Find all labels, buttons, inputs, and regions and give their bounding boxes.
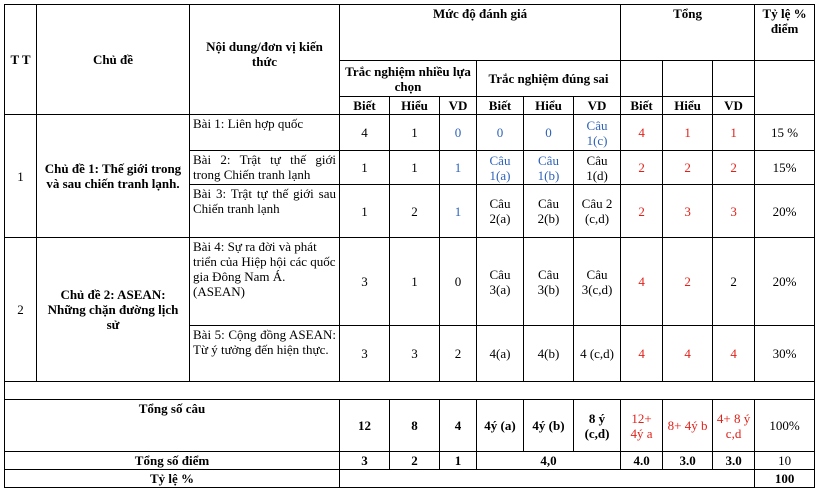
cell-mc-hieu: 1 bbox=[390, 115, 440, 151]
cell-tot-biet: 4 bbox=[621, 115, 663, 151]
cell-tot-vd: 2 bbox=[713, 151, 755, 185]
cell-mc-hieu: 1 bbox=[390, 238, 440, 326]
lesson-content: Bài 4: Sự ra đời và phát triển của Hiệp hội các quốc gia Đông Nam Á. (ASEAN) bbox=[190, 238, 340, 326]
cell-tot-vd: 3.0 bbox=[713, 452, 755, 470]
total-points-row bbox=[5, 452, 815, 470]
cell-mc-vd: 2 bbox=[440, 326, 477, 382]
cell-percent: 100% bbox=[755, 400, 815, 452]
header-tot-vd: VD bbox=[713, 97, 755, 115]
topic-name: Chủ đề 1: Thế giới trong và sau chiến tranh lạnh. bbox=[37, 115, 190, 238]
cell-mc-biet: 1 bbox=[340, 151, 390, 185]
cell-mc-biet: 12 bbox=[340, 400, 390, 452]
cell-tot-vd: 2 bbox=[713, 238, 755, 326]
total-points-label: Tổng số điểm bbox=[5, 452, 340, 470]
cell-tot-vd: 4+ 8 ý c,d bbox=[713, 400, 755, 452]
cell-tot-biet: 4 bbox=[621, 326, 663, 382]
cell-percent: 20% bbox=[755, 238, 815, 326]
cell-tf-biet: Câu 1(a) bbox=[477, 151, 524, 185]
cell-tot-hieu: 2 bbox=[663, 238, 713, 326]
cell-mc-vd: 0 bbox=[440, 115, 477, 151]
header-percent: Tỷ lệ % điểm bbox=[755, 5, 815, 61]
cell-tf-biet: Câu 2(a) bbox=[477, 185, 524, 238]
cell-mc-biet: 4 bbox=[340, 115, 390, 151]
header-tf-hieu: Hiểu bbox=[524, 97, 574, 115]
header-row bbox=[5, 5, 815, 61]
total-questions-row bbox=[5, 400, 815, 452]
cell-percent: 15% bbox=[755, 151, 815, 185]
cell-percent: 15 % bbox=[755, 115, 815, 151]
cell-tf-hieu: 0 bbox=[524, 115, 574, 151]
cell-tot-vd: 3 bbox=[713, 185, 755, 238]
cell-mc-hieu: 8 bbox=[390, 400, 440, 452]
cell-tf-vd: 8 ý (c,d) bbox=[574, 400, 621, 452]
ratio-label: Tỷ lệ % bbox=[5, 470, 340, 488]
topic-tt: 2 bbox=[5, 238, 37, 382]
cell-tf-vd: Câu 1(c) bbox=[574, 115, 621, 151]
header-mc-hieu: Hiểu bbox=[390, 97, 440, 115]
cell-mc-vd: 1 bbox=[440, 452, 477, 470]
cell-mc-vd: 1 bbox=[440, 151, 477, 185]
cell-tf-vd: Câu 1(d) bbox=[574, 151, 621, 185]
cell-tf-hieu: Câu 3(b) bbox=[524, 238, 574, 326]
cell-mc-hieu: 2 bbox=[390, 452, 440, 470]
cell-mc-hieu: 2 bbox=[390, 185, 440, 238]
header-tf-vd: VD bbox=[574, 97, 621, 115]
cell-mc-hieu: 1 bbox=[390, 151, 440, 185]
header-tf-biet: Biết bbox=[477, 97, 524, 115]
cell-mc-biet: 3 bbox=[340, 452, 390, 470]
cell-mc-biet: 3 bbox=[340, 326, 390, 382]
assessment-matrix-table bbox=[4, 4, 815, 488]
cell-tot-hieu: 3.0 bbox=[663, 452, 713, 470]
cell-tf-hieu: Câu 1(b) bbox=[524, 151, 574, 185]
cell-tf-hieu: 4(b) bbox=[524, 326, 574, 382]
cell-tf-hieu: Câu 2(b) bbox=[524, 185, 574, 238]
cell-mc-vd: 4 bbox=[440, 400, 477, 452]
header-tot-hieu: Hiểu bbox=[663, 97, 713, 115]
topic-tt: 1 bbox=[5, 115, 37, 238]
header-topic: Chủ đề bbox=[37, 5, 190, 115]
table-row bbox=[5, 115, 815, 151]
cell-tf-biet: Câu 3(a) bbox=[477, 238, 524, 326]
cell-tot-hieu: 1 bbox=[663, 115, 713, 151]
cell-mc-vd: 1 bbox=[440, 185, 477, 238]
table-row bbox=[5, 238, 815, 326]
cell-tot-biet: 4 bbox=[621, 238, 663, 326]
header-mcq: Trắc nghiệm nhiều lựa chọn bbox=[340, 61, 477, 97]
cell-percent: 100 bbox=[755, 470, 815, 488]
cell-percent: 30% bbox=[755, 326, 815, 382]
header-content: Nội dung/đơn vị kiến thức bbox=[190, 5, 340, 115]
cell-percent: 10 bbox=[755, 452, 815, 470]
cell-tot-hieu: 2 bbox=[663, 151, 713, 185]
header-tf: Trắc nghiệm đúng sai bbox=[477, 61, 621, 97]
header-tot-biet: Biết bbox=[621, 97, 663, 115]
spacer-row bbox=[5, 382, 815, 400]
lesson-content: Bài 5: Cộng đồng ASEAN: Từ ý tưởng đến hiện thực. bbox=[190, 326, 340, 382]
cell-percent: 20% bbox=[755, 185, 815, 238]
cell-tf-hieu: 4ý (b) bbox=[524, 400, 574, 452]
cell-tot-vd: 4 bbox=[713, 326, 755, 382]
cell-mc-biet: 1 bbox=[340, 185, 390, 238]
cell-tf-biet: 4(a) bbox=[477, 326, 524, 382]
cell-tot-hieu: 8+ 4ý b bbox=[663, 400, 713, 452]
lesson-content: Bài 3: Trật tự thế giới sau Chiến tranh lạnh bbox=[190, 185, 340, 238]
cell-tot-vd: 1 bbox=[713, 115, 755, 151]
topic-name: Chủ đề 2: ASEAN: Những chặn đường lịch sử bbox=[37, 238, 190, 382]
cell-tf-biet: 4ý (a) bbox=[477, 400, 524, 452]
cell-tot-biet: 4.0 bbox=[621, 452, 663, 470]
header-total: Tổng bbox=[621, 5, 755, 61]
cell-mc-biet: 3 bbox=[340, 238, 390, 326]
cell-tot-hieu: 3 bbox=[663, 185, 713, 238]
cell-tf-vd: Câu 2 (c,d) bbox=[574, 185, 621, 238]
cell-tf-total: 4,0 bbox=[477, 452, 621, 470]
cell-tf-vd: 4 (c,d) bbox=[574, 326, 621, 382]
cell-mc-hieu: 3 bbox=[390, 326, 440, 382]
header-tt: T T bbox=[5, 5, 37, 115]
header-level: Mức độ đánh giá bbox=[340, 5, 621, 61]
header-mc-biet: Biết bbox=[340, 97, 390, 115]
cell-tot-biet: 12+ 4ý a bbox=[621, 400, 663, 452]
cell-tot-biet: 2 bbox=[621, 185, 663, 238]
ratio-row bbox=[5, 470, 815, 488]
header-mc-vd: VD bbox=[440, 97, 477, 115]
cell-tot-biet: 2 bbox=[621, 151, 663, 185]
total-questions-label: Tổng số câu bbox=[5, 400, 340, 452]
cell-tf-vd: Câu 3(c,d) bbox=[574, 238, 621, 326]
lesson-content: Bài 1: Liên hợp quốc bbox=[190, 115, 340, 151]
cell-tot-hieu: 4 bbox=[663, 326, 713, 382]
cell-tf-biet: 0 bbox=[477, 115, 524, 151]
lesson-content: Bài 2: Trật tự thế giới trong Chiến tranh lạnh bbox=[190, 151, 340, 185]
cell-mc-vd: 0 bbox=[440, 238, 477, 326]
